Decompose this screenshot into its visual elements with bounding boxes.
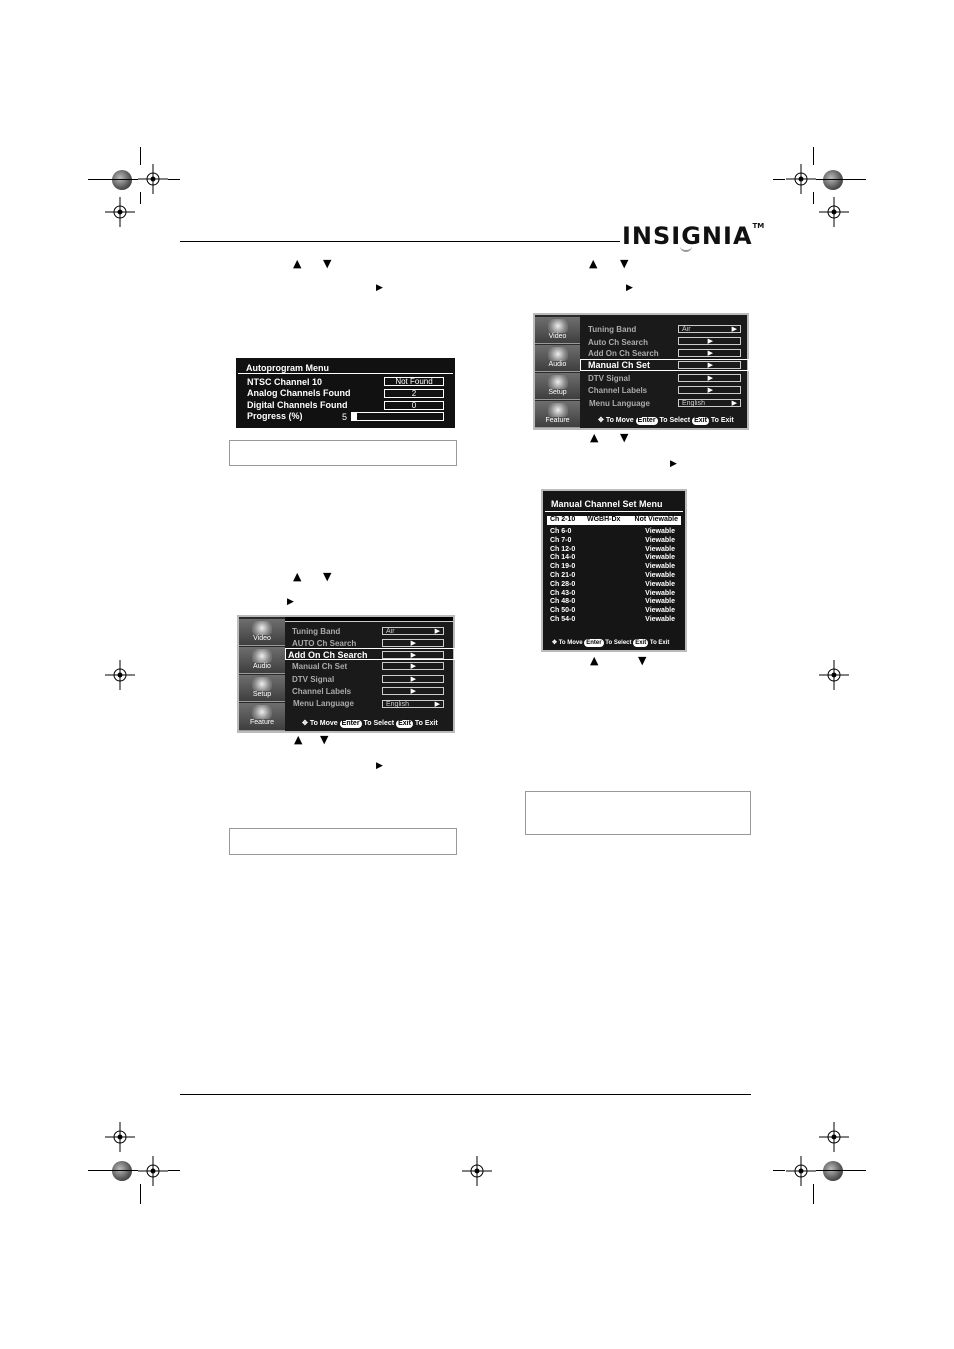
menu-item-auto-ch-search[interactable]: AUTO Ch Search: [292, 639, 357, 648]
analog-channels-value: 2: [384, 389, 444, 398]
right-arrow-icon: ▶: [410, 652, 416, 659]
exit-key: Exit: [398, 720, 411, 727]
crop-mark: [88, 179, 138, 180]
add-on-ch-search-field[interactable]: [678, 349, 741, 357]
enter-key: Enter: [637, 417, 656, 424]
right-arrow-icon: ▶: [670, 459, 677, 469]
logo-swoosh: [680, 246, 692, 252]
note-box: [229, 828, 457, 855]
right-arrow-icon: ▶: [410, 676, 416, 683]
crop-mark: [813, 147, 814, 165]
menu-item-add-on-ch-search[interactable]: Add On Ch Search: [288, 650, 368, 660]
channel-number: Ch 19-0: [550, 563, 576, 571]
channel-row[interactable]: [543, 545, 681, 554]
divider: [238, 373, 453, 374]
right-arrow-icon: ▶: [707, 338, 713, 345]
tab-video[interactable]: Video: [535, 317, 580, 344]
progress-value: 5: [342, 412, 348, 422]
channel-number: Ch 21-0: [550, 572, 576, 579]
move-icon: ✥: [598, 417, 604, 424]
tab-video[interactable]: Video: [239, 619, 285, 646]
channel-row[interactable]: [543, 536, 681, 545]
channel-row[interactable]: [543, 606, 681, 615]
exit-key: Exit: [694, 417, 707, 424]
channel-status: Viewable: [645, 580, 675, 588]
channel-labels-field[interactable]: [678, 386, 741, 394]
insignia-logo: INSIGNIA™: [622, 222, 765, 250]
digital-channels-value: 0: [384, 401, 444, 410]
enter-key: Enter: [341, 720, 360, 727]
crop-mark: [816, 1170, 866, 1171]
right-arrow-icon: ▶: [410, 688, 416, 695]
manual-channel-title: Manual Channel Set Menu: [551, 499, 663, 509]
menu-item-menu-language[interactable]: Menu Language: [589, 399, 650, 408]
menu-item-manual-ch-set[interactable]: Manual Ch Set: [292, 662, 348, 671]
menu-item-dtv-signal[interactable]: DTV Signal: [588, 374, 631, 383]
down-arrow-icon: ▼: [638, 654, 647, 667]
registration-mark-icon: [786, 164, 816, 194]
channel-status: Viewable: [645, 607, 675, 615]
up-arrow-icon: ▲: [293, 570, 302, 583]
menu-item-auto-ch-search[interactable]: Auto Ch Search: [588, 338, 649, 347]
speaker-icon: [252, 649, 272, 663]
crop-mark: [813, 1184, 814, 1204]
channel-number: Ch 54-0: [550, 616, 576, 623]
setup-menu-manual-ch-set: [533, 313, 749, 430]
channel-number: Ch 6-0: [550, 528, 572, 535]
up-arrow-icon: ▲: [294, 733, 303, 746]
tab-audio[interactable]: Audio: [239, 647, 285, 674]
channel-number: Ch 28-0: [550, 580, 576, 588]
registration-mark-icon: [819, 197, 849, 227]
right-arrow-icon: ▶: [376, 283, 383, 293]
channel-number: Ch 50-0: [550, 607, 576, 615]
channel-status: Viewable: [645, 563, 675, 571]
menu-item-channel-labels[interactable]: Channel Labels: [292, 687, 352, 696]
channel-row[interactable]: [543, 527, 681, 536]
menu-footer: ✥ To Move Enter To Select Exit To Exit: [302, 720, 438, 727]
right-arrow-icon: ▶: [287, 597, 294, 607]
up-arrow-icon: ▲: [590, 654, 599, 667]
channel-number: Ch 14-0: [550, 554, 576, 562]
right-arrow-icon: ▶: [707, 362, 713, 369]
menu-item-tuning-band[interactable]: Tuning Band: [588, 325, 637, 334]
video-icon: [548, 319, 568, 333]
feature-icon: [548, 403, 568, 417]
channel-labels-field[interactable]: [382, 687, 444, 695]
up-arrow-icon: ▲: [590, 431, 599, 444]
divider: [545, 511, 683, 512]
menu-item-manual-ch-set[interactable]: Manual Ch Set: [588, 360, 651, 370]
right-arrow-icon: ▶: [707, 387, 713, 394]
crop-mark: [773, 179, 785, 180]
digital-channels-label: Digital Channels Found: [247, 400, 348, 410]
manual-ch-set-field[interactable]: [382, 662, 444, 670]
registration-mark-icon: [786, 1156, 816, 1186]
menu-item-dtv-signal[interactable]: DTV Signal: [292, 675, 335, 684]
color-target-icon: [112, 1161, 132, 1181]
channel-row-selected[interactable]: Ch 2-10 WGBH-Dx Not Viewable: [547, 516, 681, 525]
menu-footer: ✥ To Move Enter To Select Exit To Exit: [598, 417, 734, 424]
channel-row[interactable]: [543, 597, 681, 606]
speaker-icon: [548, 347, 568, 361]
move-icon: ✥: [302, 720, 308, 727]
menu-footer: ✥ To Move Enter To Select Exit To Exit: [552, 640, 670, 646]
registration-mark-icon: [138, 164, 168, 194]
setup-icon: [252, 677, 272, 691]
ntsc-channel-label: NTSC Channel 10: [247, 377, 323, 387]
color-target-icon: [823, 1161, 843, 1181]
right-arrow-icon: ▶: [434, 701, 440, 708]
tab-setup[interactable]: Setup: [239, 675, 285, 702]
enter-key: Enter: [586, 640, 602, 646]
right-arrow-icon: ▶: [731, 400, 737, 407]
registration-mark-icon: [138, 1156, 168, 1186]
channel-number: Ch 43-0: [550, 589, 576, 597]
manual-ch-set-field[interactable]: [678, 361, 741, 369]
registration-mark-icon: [462, 1156, 492, 1186]
add-on-ch-search-field[interactable]: [382, 651, 444, 659]
autoprogram-menu: [236, 358, 455, 428]
ntsc-channel-value: Not Found: [384, 377, 444, 386]
channel-status: Viewable: [645, 572, 675, 579]
progress-fill: [352, 413, 357, 420]
crop-mark: [813, 192, 814, 204]
menu-language-field[interactable]: English ▶: [678, 399, 741, 407]
channel-status: Viewable: [645, 616, 675, 623]
channel-row[interactable]: [543, 553, 681, 562]
channel-status: Viewable: [645, 536, 675, 544]
menu-item-tuning-band[interactable]: Tuning Band: [292, 627, 341, 636]
channel-row[interactable]: [543, 615, 681, 624]
registration-mark-icon: [819, 660, 849, 690]
footer-rule: [180, 1094, 751, 1095]
menu-item-menu-language[interactable]: Menu Language: [293, 699, 354, 708]
channel-status: Viewable: [645, 528, 675, 535]
up-arrow-icon: ▲: [589, 257, 598, 270]
auto-ch-search-field[interactable]: [382, 639, 444, 647]
right-arrow-icon: ▶: [707, 375, 713, 382]
right-arrow-icon: ▶: [410, 663, 416, 670]
channel-row[interactable]: [543, 589, 681, 598]
manual-channel-set-menu: [541, 489, 687, 652]
dtv-signal-field[interactable]: [678, 374, 741, 382]
menu-topband: [285, 617, 453, 622]
progress-label: Progress (%): [247, 411, 303, 421]
channel-status: Viewable: [645, 598, 675, 606]
autoprogram-title: Autoprogram Menu: [246, 363, 329, 373]
channel-status: Viewable: [645, 545, 675, 553]
down-arrow-icon: ▼: [323, 570, 332, 583]
tuning-band-field[interactable]: Air ▶: [382, 627, 444, 635]
setup-menu-add-on: [237, 615, 455, 733]
right-arrow-icon: ▶: [376, 761, 383, 771]
channel-status: Viewable: [645, 589, 675, 597]
channel-number: Ch 7-0: [550, 536, 572, 544]
channel-row[interactable]: [543, 571, 681, 580]
crop-mark: [88, 1170, 138, 1171]
tab-feature[interactable]: Feature: [535, 401, 580, 428]
auto-ch-search-field[interactable]: [678, 337, 741, 345]
tab-setup[interactable]: Setup: [535, 373, 580, 400]
right-arrow-icon: ▶: [410, 640, 416, 647]
right-arrow-icon: ▶: [626, 283, 633, 293]
dtv-signal-field[interactable]: [382, 675, 444, 683]
setup-icon: [548, 375, 568, 389]
menu-item-add-on-ch-search[interactable]: Add On Ch Search: [588, 349, 659, 358]
analog-channels-label: Analog Channels Found: [247, 388, 351, 398]
down-arrow-icon: ▼: [620, 257, 629, 270]
registration-mark-icon: [105, 1122, 135, 1152]
down-arrow-icon: ▼: [620, 431, 629, 444]
crop-mark: [140, 147, 141, 165]
feature-icon: [252, 705, 272, 719]
crop-mark: [140, 192, 141, 204]
tuning-band-field[interactable]: Air ▶: [678, 325, 741, 333]
move-icon: ✥: [552, 640, 558, 646]
right-arrow-icon: ▶: [707, 350, 713, 357]
menu-language-field[interactable]: English ▶: [382, 700, 444, 708]
channel-number: Ch 48-0: [550, 598, 576, 606]
menu-item-channel-labels[interactable]: Channel Labels: [588, 386, 648, 395]
crop-mark: [816, 179, 866, 180]
registration-mark-icon: [105, 197, 135, 227]
channel-status: Viewable: [645, 554, 675, 562]
header-rule: [180, 241, 620, 242]
registration-mark-icon: [105, 660, 135, 690]
progress-bar: [351, 412, 444, 421]
down-arrow-icon: ▼: [320, 733, 329, 746]
channel-row[interactable]: [543, 580, 681, 589]
right-arrow-icon: ▶: [731, 326, 737, 333]
right-arrow-icon: ▶: [434, 628, 440, 635]
crop-mark: [773, 1170, 785, 1171]
color-target-icon: [112, 170, 132, 190]
channel-number: Ch 12-0: [550, 545, 576, 553]
video-icon: [252, 621, 272, 635]
color-target-icon: [823, 170, 843, 190]
exit-key: Exit: [635, 640, 647, 646]
tab-feature[interactable]: Feature: [239, 703, 285, 731]
crop-mark: [140, 1184, 141, 1204]
note-box: [229, 440, 457, 466]
tab-audio[interactable]: Audio: [535, 345, 580, 372]
registration-mark-icon: [819, 1122, 849, 1152]
note-box: [525, 791, 751, 835]
crop-mark: [168, 1170, 180, 1171]
crop-mark: [168, 179, 180, 180]
up-arrow-icon: ▲: [293, 257, 302, 270]
down-arrow-icon: ▼: [323, 257, 332, 270]
channel-row[interactable]: [543, 562, 681, 571]
